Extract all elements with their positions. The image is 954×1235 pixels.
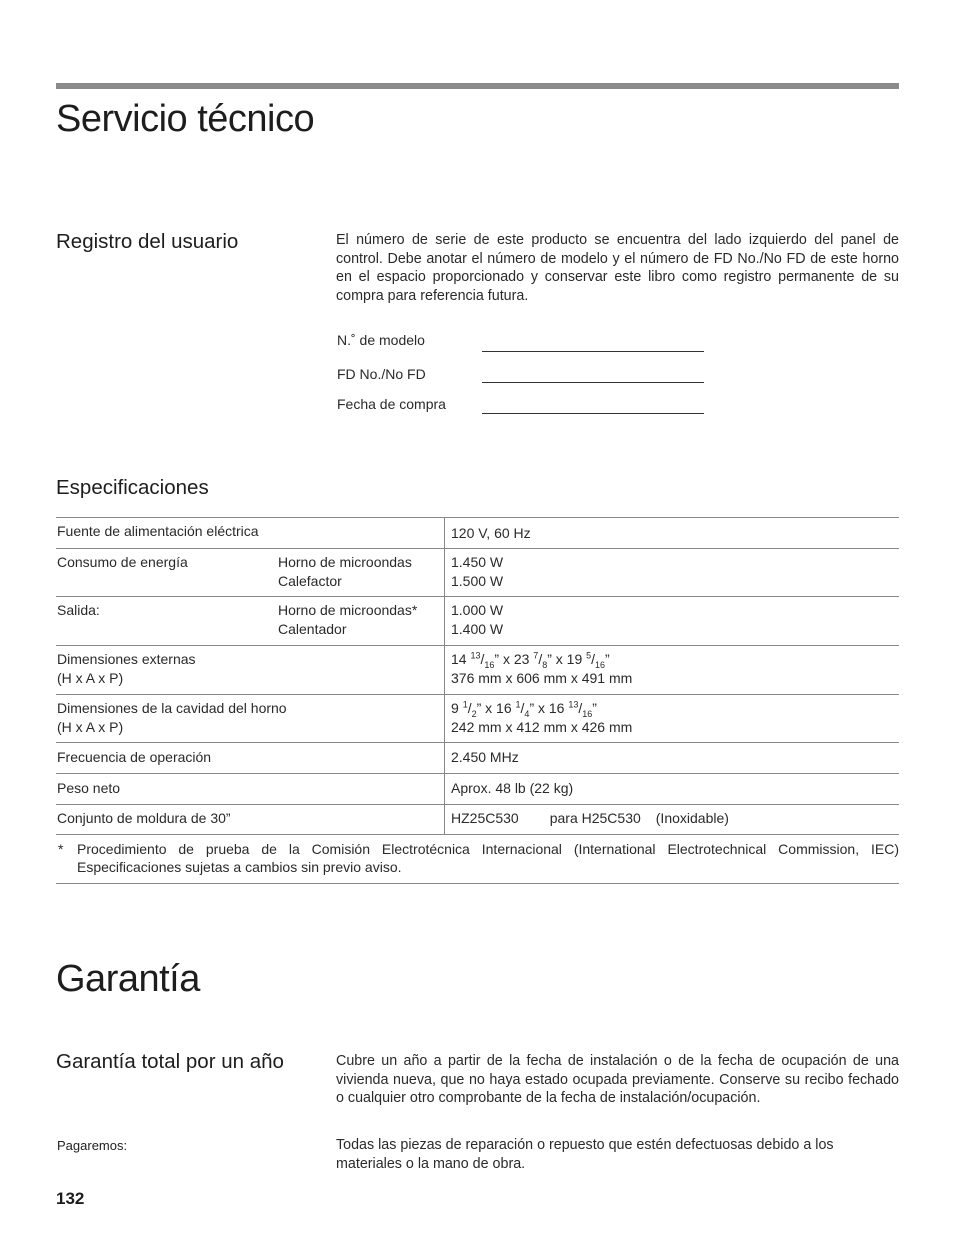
footnote-line-1: Procedimiento de prueba de la Comisión Electrotécnica Internacional (International Electrotechnical Commission, IEC) <box>77 841 899 857</box>
pay-text: Todas las piezas de reparación o repuesto que estén defectuosas debido a los materiales o la mano de obra. <box>336 1137 834 1172</box>
section-title-garantia: Garantía <box>56 958 200 1000</box>
garantia-heading: Garantía total por un año <box>56 1050 284 1073</box>
spec-value: 1.400 W <box>451 620 504 637</box>
date-field-line[interactable] <box>482 413 704 414</box>
page-number: 132 <box>56 1189 85 1208</box>
model-field-label: N.˚ de modelo <box>337 332 425 348</box>
fd-field-line[interactable] <box>482 382 704 383</box>
fd-field-label: FD No./No FD <box>337 366 426 382</box>
spec-label: Fuente de alimentación eléctrica <box>57 523 259 539</box>
pay-label: Pagaremos: <box>57 1138 128 1153</box>
spec-value: (Inoxidable) <box>655 810 729 826</box>
spec-label: Salida: <box>57 602 100 618</box>
registro-text: El número de serie de este producto se encuentra del lado izquierdo del panel de control. Debe anotar el número de modelo y el número de FD No./No FD de este horno en el espacio proporcionado y conservar este libro como registro permanente de su compra para referencia futura. <box>336 232 899 305</box>
table-row <box>56 549 899 597</box>
table-row <box>56 518 899 549</box>
spec-value: 376 mm x 606 mm x 491 mm <box>451 669 633 686</box>
page-title: Servicio técnico <box>56 98 315 140</box>
spec-value: Aprox. 48 lb (22 kg) <box>451 780 574 796</box>
spec-value: 2.450 MHz <box>451 749 519 765</box>
garantia-text: Cubre un año a partir de la fecha de instalación o de la fecha de ocupación de una vivienda nueva, que no haya estado ocupada previamente. Conserve su recibo fechado o cualquier otro comprobante de la fecha de instalación/ocupación. <box>336 1053 899 1107</box>
spec-value: 120 V, 60 Hz <box>451 525 531 541</box>
especificaciones-heading: Especificaciones <box>56 476 209 499</box>
spec-sublabel: Horno de microondas <box>278 554 412 570</box>
footnote-line-2: Especificaciones sujetas a cambios sin previo aviso. <box>77 859 402 875</box>
spec-value: 242 mm x 412 mm x 426 mm <box>451 718 633 735</box>
spec-label: Conjunto de moldura de 30” <box>57 810 231 826</box>
spec-sublabel: Calentador <box>278 620 347 637</box>
spec-label: (H x A x P) <box>57 718 124 735</box>
spec-label: Dimensiones externas <box>57 651 196 667</box>
spec-label: Consumo de energía <box>57 554 188 570</box>
table-row <box>56 646 899 695</box>
spec-label: (H x A x P) <box>57 669 124 686</box>
spec-table <box>56 517 899 835</box>
footnote-mark: * <box>58 841 64 857</box>
spec-sublabel: Horno de microondas* <box>278 602 418 618</box>
spec-label: Dimensiones de la cavidad del horno <box>57 700 287 716</box>
header-rule <box>56 83 899 89</box>
spec-value-dims: 14 $^{13}/_{16}$” x 23 $^7/_8$” x 19 $^5/_{16}$” <box>451 650 610 670</box>
spec-value: 1.000 W <box>451 602 504 618</box>
spec-value-dims: 9 $^1/_2$” x 16 $^1/_4$” x 16 $^{13}/_{16}$” <box>451 699 597 719</box>
spec-value: 1.450 W <box>451 554 504 570</box>
table-row <box>56 597 899 646</box>
spec-footnote <box>56 834 899 884</box>
registro-heading: Registro del usuario <box>56 230 239 253</box>
table-row <box>56 743 899 774</box>
spec-value: para H25C530 <box>549 810 641 826</box>
model-field-line[interactable] <box>482 351 704 352</box>
spec-label: Frecuencia de operación <box>57 749 212 765</box>
spec-label: Peso neto <box>57 780 121 796</box>
table-row <box>56 805 899 835</box>
spec-value: 1.500 W <box>451 572 504 589</box>
spec-value: HZ25C530 <box>451 810 519 826</box>
table-row <box>56 774 899 805</box>
spec-sublabel: Calefactor <box>278 572 342 589</box>
table-row <box>56 695 899 743</box>
date-field-label: Fecha de compra <box>337 396 446 412</box>
